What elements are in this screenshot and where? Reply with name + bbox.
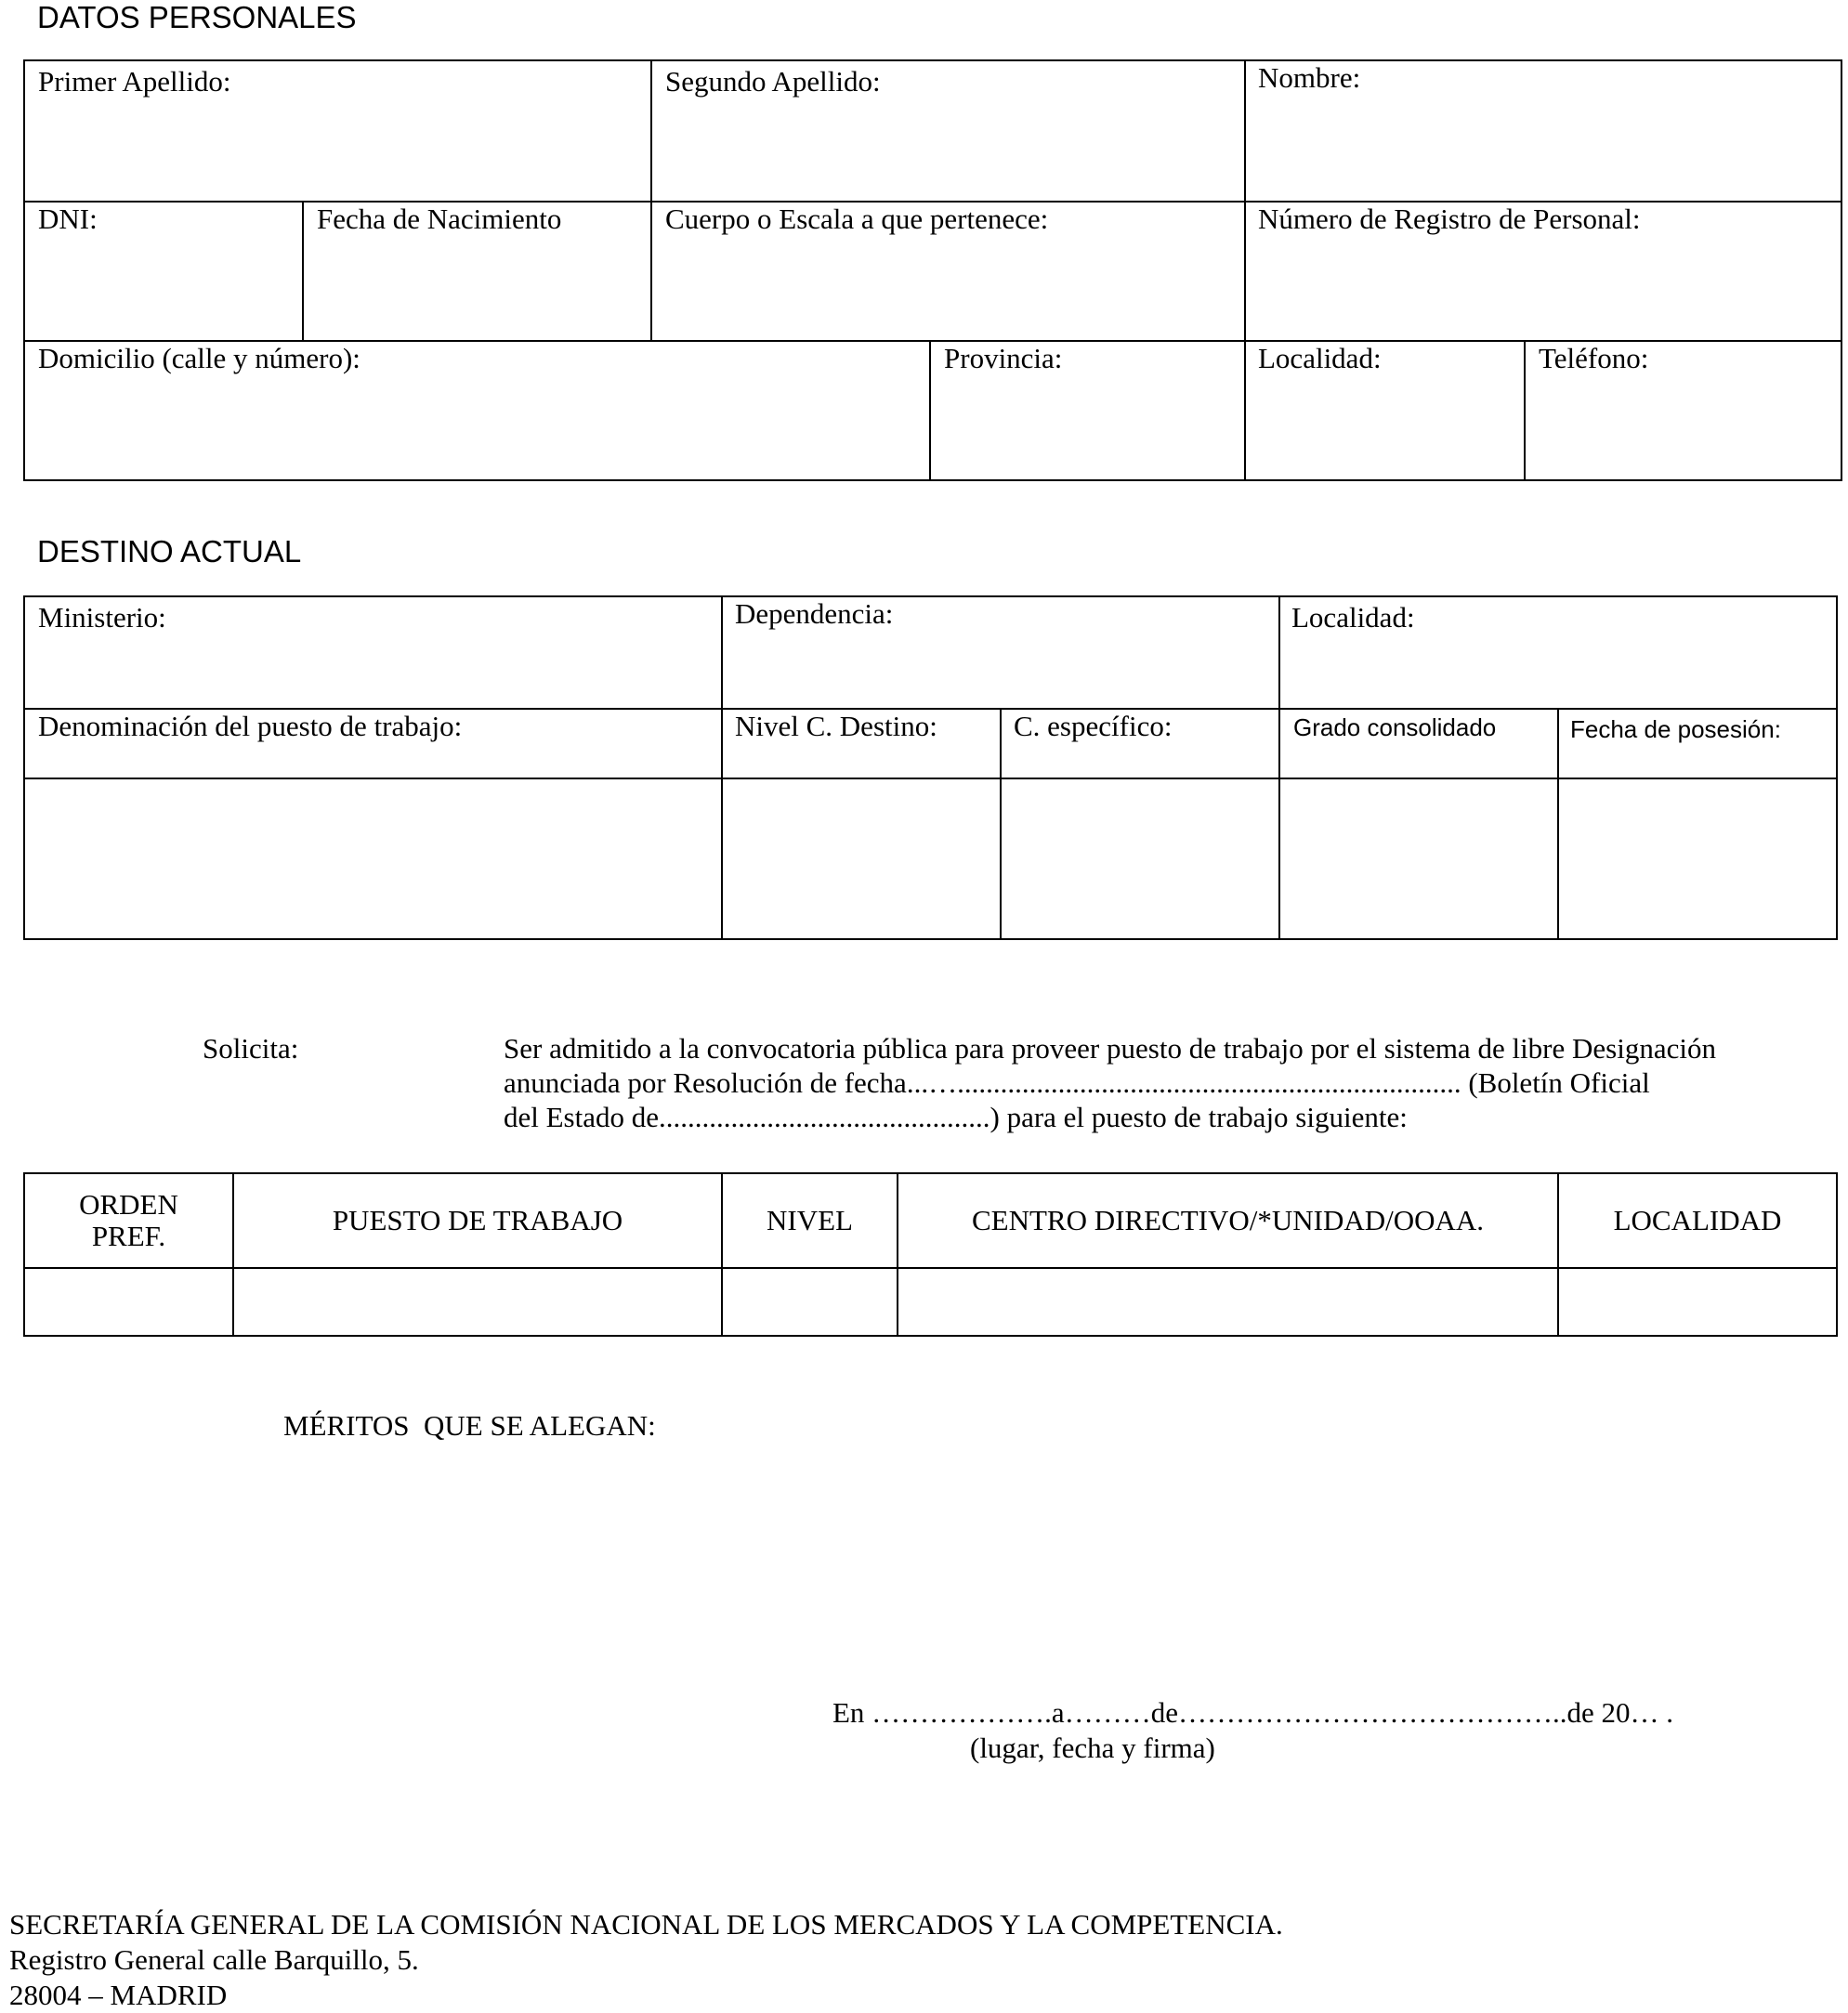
dni-field[interactable] bbox=[25, 203, 302, 340]
meritos-input[interactable] bbox=[279, 1449, 1830, 1672]
especifico-input[interactable] bbox=[1002, 779, 1278, 938]
fecha-posesion-input[interactable] bbox=[1559, 779, 1836, 938]
solicita-text bbox=[504, 1031, 1716, 1134]
meritos-label: MÉRITOS QUE SE ALEGAN: bbox=[283, 1409, 656, 1442]
grado-consolidado-input[interactable] bbox=[1280, 779, 1557, 938]
localidad-field[interactable] bbox=[1246, 342, 1524, 479]
fecha-posesion-label: Fecha de posesión: bbox=[1570, 715, 1781, 743]
segundo-apellido-field[interactable] bbox=[652, 61, 1244, 201]
footer-line-2: Registro General calle Barquillo, 5. bbox=[9, 1943, 419, 1976]
firma-caption: (lugar, fecha y firma) bbox=[970, 1732, 1215, 1764]
telefono-label: Teléfono: bbox=[1539, 342, 1649, 374]
numero-registro-label: Número de Registro de Personal: bbox=[1258, 203, 1641, 235]
nombre-field[interactable] bbox=[1246, 61, 1841, 201]
grado-consolidado-label: Grado consolidado bbox=[1293, 713, 1497, 741]
header-localidad-text: LOCALIDAD bbox=[1613, 1204, 1782, 1236]
dni-label: DNI: bbox=[38, 203, 98, 235]
puesto-trabajo-input[interactable] bbox=[234, 1269, 721, 1335]
header-centro-directivo bbox=[898, 1174, 1557, 1267]
nombre-label: Nombre: bbox=[1258, 61, 1361, 94]
dependencia-label: Dependencia: bbox=[735, 597, 894, 630]
nivel-destino-label: Nivel C. Destino: bbox=[735, 710, 937, 742]
ministerio-field[interactable] bbox=[25, 597, 721, 708]
header-orden-pref-text: ORDEN PREF. bbox=[79, 1188, 178, 1252]
primer-apellido-label: Primer Apellido: bbox=[38, 65, 231, 98]
provincia-label: Provincia: bbox=[944, 342, 1063, 374]
puestos-localidad-input[interactable] bbox=[1559, 1269, 1836, 1335]
numero-registro-field[interactable] bbox=[1246, 203, 1841, 340]
localidad-label: Localidad: bbox=[1258, 342, 1382, 374]
telefono-field[interactable] bbox=[1526, 342, 1841, 479]
ministerio-label: Ministerio: bbox=[38, 601, 166, 634]
header-puesto-trabajo bbox=[234, 1174, 721, 1267]
dependencia-field[interactable] bbox=[723, 597, 1278, 708]
header-nivel-text: NIVEL bbox=[767, 1204, 853, 1236]
footer-line-3: 28004 – MADRID bbox=[9, 1979, 228, 2011]
fecha-nacimiento-field[interactable] bbox=[304, 203, 650, 340]
denominacion-input[interactable] bbox=[25, 779, 721, 938]
nivel-destino-input[interactable] bbox=[723, 779, 1000, 938]
footer-line-1: SECRETARÍA GENERAL DE LA COMISIÓN NACIONAL DE LOS MERCADOS Y LA COMPETENCIA. bbox=[9, 1908, 1283, 1941]
centro-directivo-input[interactable] bbox=[898, 1269, 1557, 1335]
cuerpo-escala-field[interactable] bbox=[652, 203, 1244, 340]
header-puesto-trabajo-text: PUESTO DE TRABAJO bbox=[332, 1204, 623, 1236]
orden-pref-input[interactable] bbox=[25, 1269, 232, 1335]
header-centro-directivo-text: CENTRO DIRECTIVO/*UNIDAD/OOAA. bbox=[971, 1204, 1485, 1236]
destino-localidad-field[interactable] bbox=[1280, 597, 1836, 708]
especifico-label: C. específico: bbox=[1014, 710, 1173, 742]
solicita-line-3: del Estado de..............................................) para el puesto de trabajo siguiente: bbox=[504, 1101, 1408, 1133]
cuerpo-escala-label: Cuerpo o Escala a que pertenece: bbox=[665, 203, 1049, 235]
solicita-label: Solicita: bbox=[203, 1032, 299, 1065]
footer-address bbox=[9, 1907, 1283, 2013]
segundo-apellido-label: Segundo Apellido: bbox=[665, 65, 881, 98]
solicita-line-1: Ser admitido a la convocatoria pública para proveer puesto de trabajo por el sistema de libre Designación bbox=[504, 1032, 1716, 1065]
nivel-input[interactable] bbox=[723, 1269, 897, 1335]
section-title-destino-actual: DESTINO ACTUAL bbox=[37, 534, 302, 569]
domicilio-field[interactable] bbox=[25, 342, 929, 479]
header-orden-pref bbox=[25, 1174, 232, 1267]
primer-apellido-field[interactable] bbox=[25, 61, 650, 201]
header-nivel bbox=[723, 1174, 897, 1267]
fecha-nacimiento-label: Fecha de Nacimiento bbox=[317, 203, 562, 235]
solicita-line-2: anunciada por Resolución de fecha...…...................................................................... (Boletín Oficial bbox=[504, 1066, 1650, 1099]
section-title-datos-personales: DATOS PERSONALES bbox=[37, 0, 357, 34]
header-localidad bbox=[1559, 1174, 1836, 1267]
destino-localidad-label: Localidad: bbox=[1291, 601, 1415, 634]
provincia-field[interactable] bbox=[931, 342, 1244, 479]
domicilio-label: Domicilio (calle y número): bbox=[38, 342, 360, 374]
firma-line: En ……………….a………de…………………………………..de 20… . bbox=[832, 1696, 1673, 1729]
denominacion-label: Denominación del puesto de trabajo: bbox=[38, 710, 463, 742]
